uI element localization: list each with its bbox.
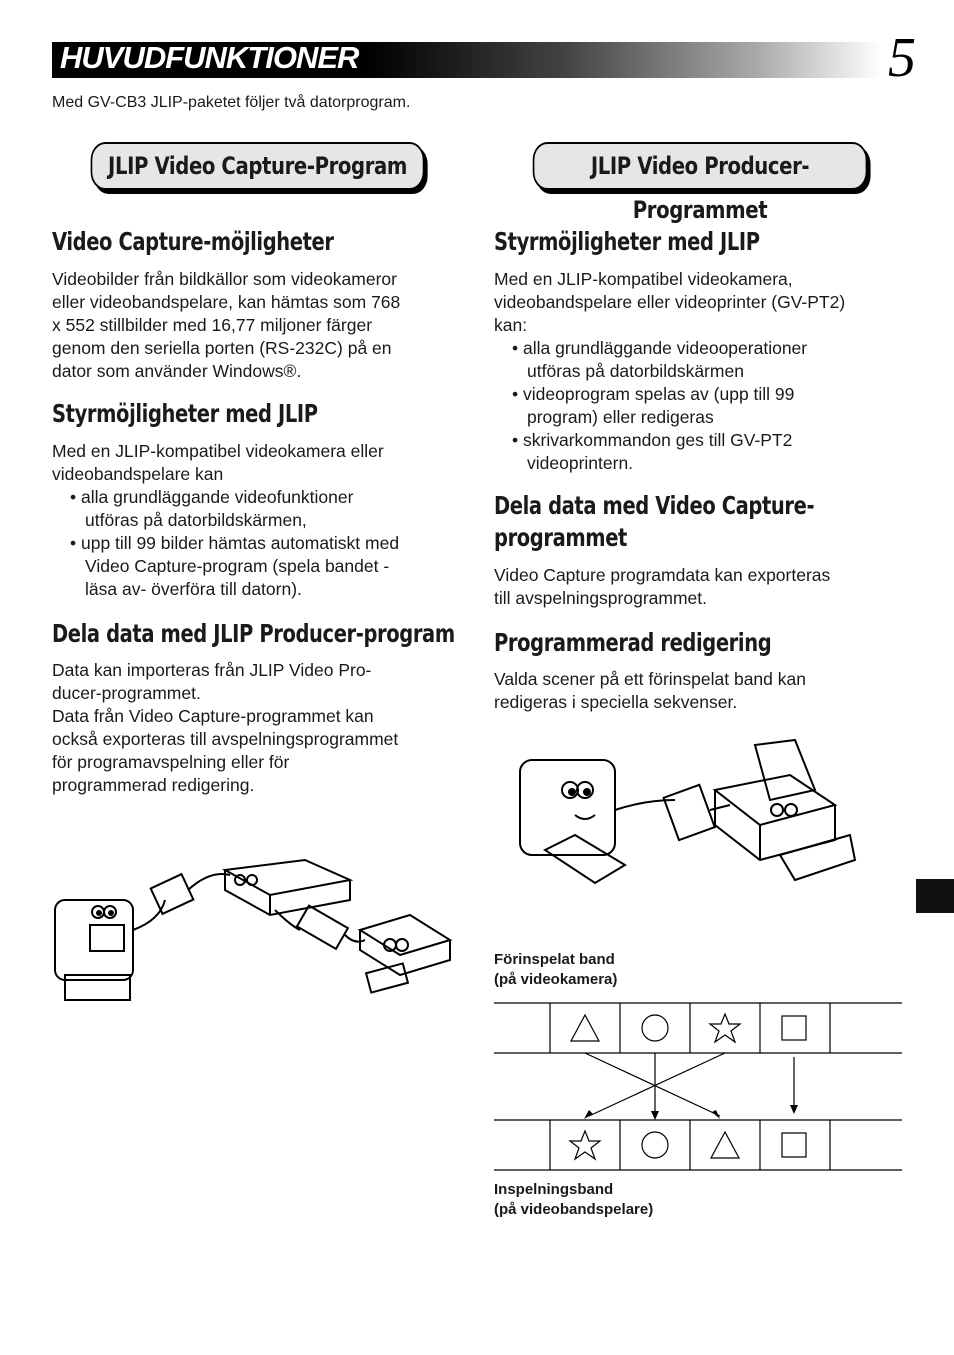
text-dela-left: Data kan importeras från JLIP Video Pro- ducer-programmet. Data från Video Capture-programmet kan också exporteras till avspelningsprogrammet för programavspelning eller för programmerad redigering. [52,660,399,795]
intro-text: Med GV-CB3 JLIP-paketet följer två datorprogram. [52,94,411,111]
text-video-capture: Videobilder från bildkällor som videokameror eller videobandspelare, kan hämtas som 768 x 552 stillbilder med 16,77 miljoner färger genom den seriella porten (RS-232C) på en dator som använder Windows®. [52,269,401,381]
triangle-icon [711,1132,739,1158]
left-section-pill: JLIP Video Capture-Program [91,142,425,190]
circle-icon [642,1015,668,1041]
bullets-styr-left [70,486,470,601]
list-item: • skrivarkommandon ges till GV-PT2 videoprintern. [512,429,912,475]
heading-dela-right-2: programmet [494,523,628,552]
heading-video-capture: Video Capture-möjligheter [52,227,334,256]
heading-dela-left: Dela data med JLIP Producer-program [52,619,455,648]
star-icon [710,1014,740,1042]
caption-forinspelat: Förinspelat band (på videokamera) [494,951,618,988]
list-item: • videoprogram spelas av (upp till 99 program) eller redigeras [512,383,912,429]
right-section-pill: JLIP Video Producer-Programmet [533,142,868,190]
heading-styr-left: Styrmöjligheter med JLIP [52,399,318,428]
list-item: • alla grundläggande videooperationer utföras på datorbildskärmen [512,337,912,383]
text-dela-right: Video Capture programdata kan exporteras till avspelningsprogrammet. [494,565,831,608]
list-item: • alla grundläggande videofunktioner utföras på datorbildskärmen, [70,486,470,532]
producer-illustration [515,735,860,890]
bullets-styr-right [512,337,912,475]
heading-styr-right: Styrmöjligheter med JLIP [494,227,760,256]
side-tab-marker [916,879,954,913]
page-number: 5 [888,27,916,89]
heading-dela-right-1: Dela data med Video Capture- [494,491,815,520]
page-title: HUVUDFUNKTIONER [60,40,359,75]
capture-illustration [50,850,460,1010]
tape-edit-diagram [494,1002,902,1174]
text-styr-right: Med en JLIP-kompatibel videokamera, videobandspelare eller videoprinter (GV-PT2) kan: [494,269,846,335]
star-icon [570,1131,600,1159]
circle-icon [642,1132,668,1158]
caption-inspelning: Inspelningsband (på videobandspelare) [494,1181,654,1218]
square-icon [782,1016,806,1040]
text-programmerad: Valda scener på ett förinspelat band kan redigeras i speciella sekvenser. [494,669,806,712]
heading-programmerad: Programmerad redigering [494,628,772,657]
square-icon [782,1133,806,1157]
list-item: • upp till 99 bilder hämtas automatiskt med Video Capture-program (spela bandet - läsa av- överföra till datorn). [70,532,470,601]
text-styr-left: Med en JLIP-kompatibel videokamera eller videobandspelare kan [52,441,384,484]
triangle-icon [571,1015,599,1041]
